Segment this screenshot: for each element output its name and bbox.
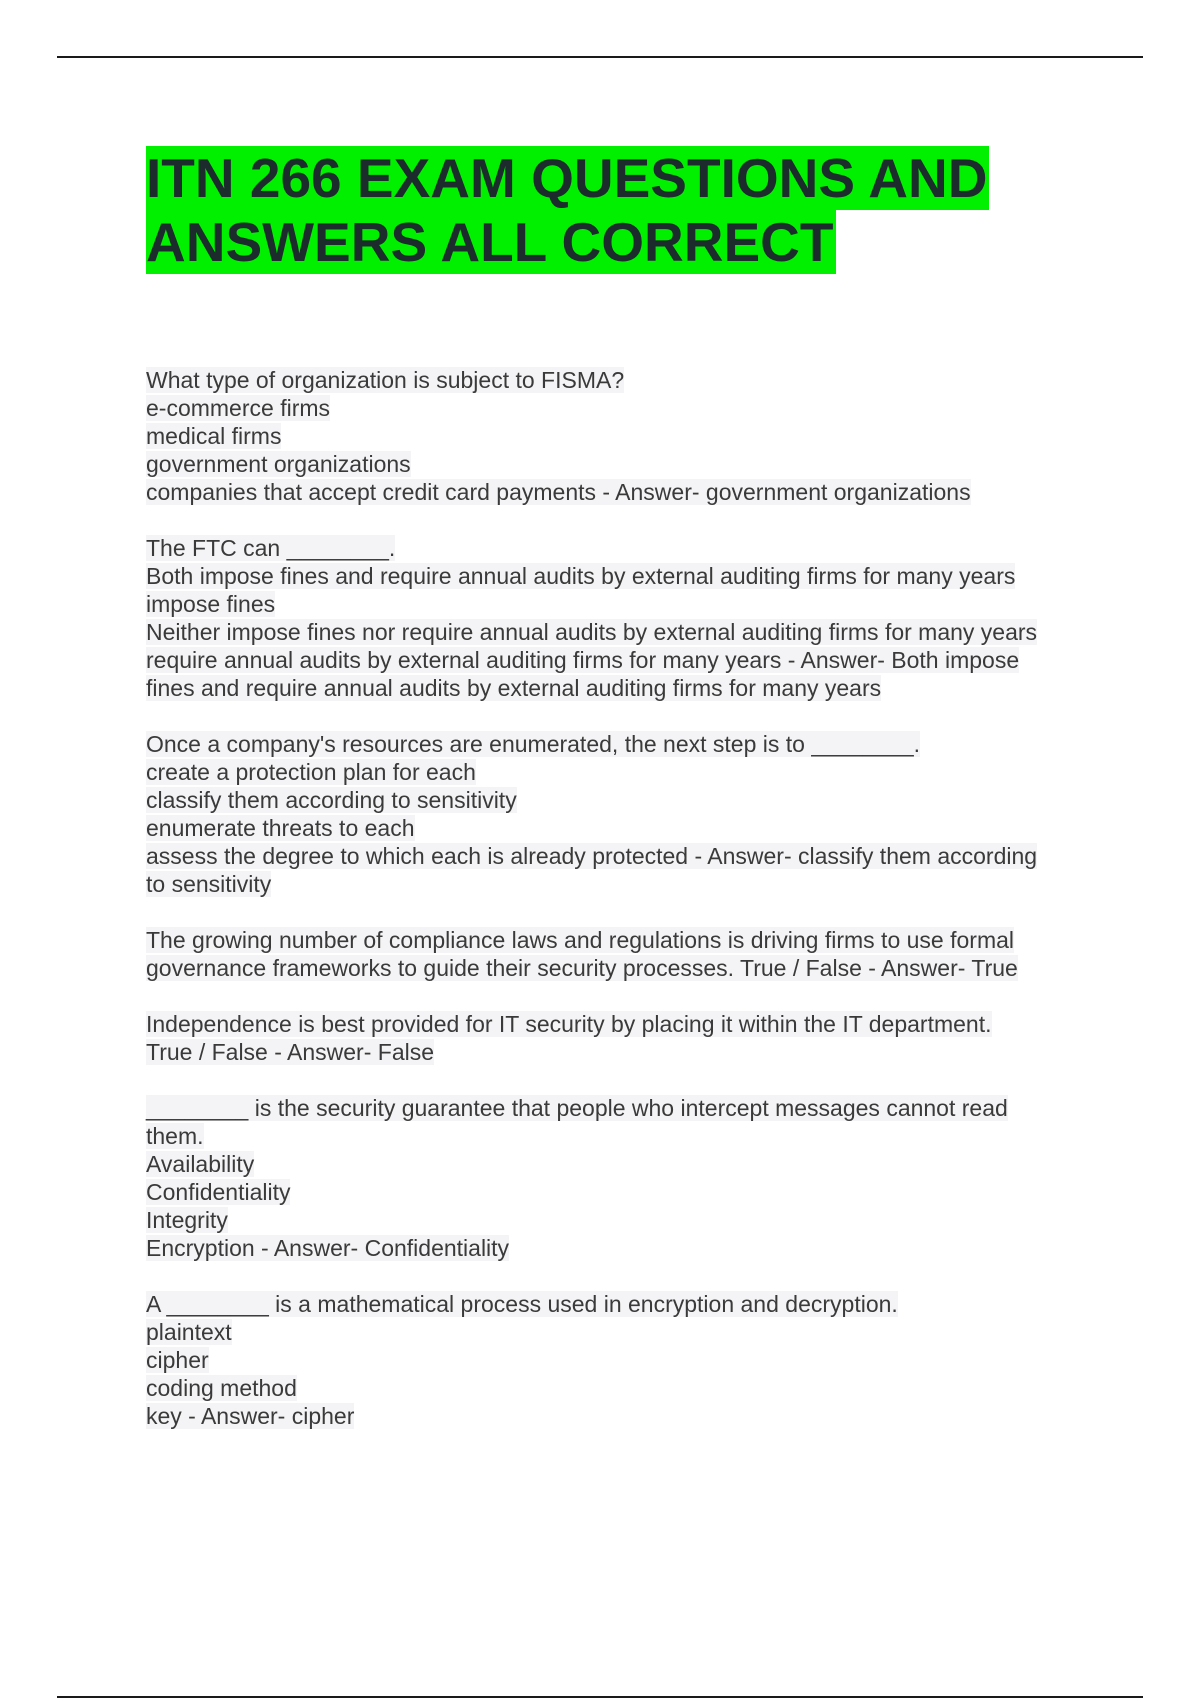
line-text: The FTC can ________.: [146, 535, 396, 561]
line-text: classify them according to sensitivity: [146, 787, 517, 813]
answer-line: [146, 1038, 1106, 1066]
line-text: Availability: [146, 1151, 255, 1177]
answer-line: [146, 450, 1106, 478]
question-text: [146, 1010, 1106, 1038]
question-text: [146, 730, 1106, 758]
answer-line: [146, 842, 1106, 870]
bottom-rule: [57, 1696, 1143, 1698]
line-text: assess the degree to which each is already protected - Answer- classify them according: [146, 843, 1038, 869]
answer-line: [146, 394, 1106, 422]
line-text: impose fines: [146, 591, 276, 617]
title-line-1: ITN 266 EXAM QUESTIONS AND: [146, 147, 988, 209]
answer-line: [146, 674, 1106, 702]
answer-line: [146, 1402, 1106, 1430]
page-title: [146, 146, 1046, 274]
answer-line: [146, 1206, 1106, 1234]
question-block: [146, 534, 1106, 702]
question-text: [146, 1290, 1106, 1318]
line-text: What type of organization is subject to FISMA?: [146, 367, 625, 393]
line-text: Independence is best provided for IT security by placing it within the IT department.: [146, 1011, 992, 1037]
line-text: Neither impose fines nor require annual audits by external auditing firms for many years: [146, 619, 1038, 645]
line-text: to sensitivity: [146, 871, 272, 897]
line-text: e-commerce firms: [146, 395, 331, 421]
answer-line: [146, 618, 1106, 646]
line-text: government organizations: [146, 451, 411, 477]
question-block: [146, 1290, 1106, 1430]
line-text: require annual audits by external auditing firms for many years - Answer- Both impose: [146, 647, 1020, 673]
question-block: [146, 1094, 1106, 1262]
line-text: ________ is the security guarantee that people who intercept messages cannot read: [146, 1095, 1008, 1121]
answer-line: [146, 1346, 1106, 1374]
answer-line: [146, 422, 1106, 450]
question-text: [146, 926, 1106, 954]
answer-line: [146, 478, 1106, 506]
line-text: plaintext: [146, 1319, 232, 1345]
line-text: governance frameworks to guide their security processes. True / False - Answer- True: [146, 955, 1018, 981]
answer-line: [146, 1150, 1106, 1178]
line-text: key - Answer- cipher: [146, 1403, 355, 1429]
line-text: True / False - Answer- False: [146, 1039, 435, 1065]
question-text: [146, 1094, 1106, 1122]
answer-line: [146, 870, 1106, 898]
answer-line: [146, 646, 1106, 674]
answer-line: [146, 758, 1106, 786]
line-text: Encryption - Answer- Confidentiality: [146, 1235, 510, 1261]
answer-line: [146, 954, 1106, 982]
question-list: [146, 366, 1106, 1458]
line-text: create a protection plan for each: [146, 759, 476, 785]
title-line-2: ANSWERS ALL CORRECT: [146, 211, 834, 273]
answer-line: [146, 1122, 1106, 1150]
line-text: them.: [146, 1123, 204, 1149]
line-text: Both impose fines and require annual audits by external auditing firms for many years: [146, 563, 1016, 589]
question-block: [146, 366, 1106, 506]
answer-line: [146, 786, 1106, 814]
line-text: companies that accept credit card payments - Answer- government organizations: [146, 479, 971, 505]
answer-line: [146, 1318, 1106, 1346]
answer-line: [146, 590, 1106, 618]
line-text: Confidentiality: [146, 1179, 291, 1205]
line-text: enumerate threats to each: [146, 815, 415, 841]
answer-line: [146, 1374, 1106, 1402]
question-text: [146, 534, 1106, 562]
question-text: [146, 366, 1106, 394]
question-block: [146, 926, 1106, 982]
line-text: fines and require annual audits by external auditing firms for many years: [146, 675, 882, 701]
line-text: Integrity: [146, 1207, 228, 1233]
answer-line: [146, 562, 1106, 590]
question-block: [146, 1010, 1106, 1066]
line-text: cipher: [146, 1347, 209, 1373]
line-text: coding method: [146, 1375, 297, 1401]
line-text: A ________ is a mathematical process used in encryption and decryption.: [146, 1291, 898, 1317]
line-text: The growing number of compliance laws and regulations is driving firms to use formal: [146, 927, 1015, 953]
answer-line: [146, 814, 1106, 842]
top-rule: [57, 56, 1143, 58]
answer-line: [146, 1234, 1106, 1262]
line-text: Once a company's resources are enumerated, the next step is to ________.: [146, 731, 921, 757]
line-text: medical firms: [146, 423, 282, 449]
answer-line: [146, 1178, 1106, 1206]
question-block: [146, 730, 1106, 898]
